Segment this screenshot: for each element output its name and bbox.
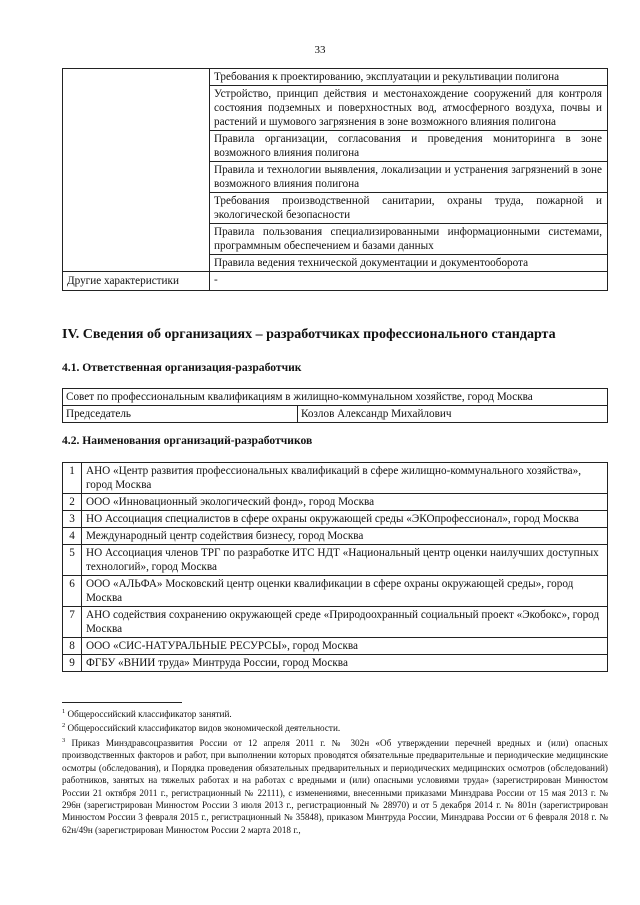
developers-heading: 4.2. Наименования организаций-разработчиков (62, 434, 313, 447)
table-cell: Правила ведения технической документации и документооборота (210, 255, 608, 272)
page-number: 33 (314, 44, 326, 56)
table-row (63, 463, 608, 494)
footnote-mark: 1 (62, 708, 66, 715)
footnote-text: Приказ Минздравсоцразвития России от 12 апреля 2011 г. № 302н «Об утверждении перечней вредных и (или) опасных производственных факторов и работ, при выполнении которых проводятся обязательные предварительные и периодические медицинские осмотры (обследования), и Порядка проведения обязательных предварительных и периодических медицинских осмотров (обследований) работников, занятых на тяжелых работах и на работах с вредными и (или) опасными условиями труда» (зарегистрирован Минюстом России 21 октября 2011 г., регистрационный № 22111), с изменениями, внесенными приказами Минздрава России от 15 мая 2013 г. № 296н (зарегистрирован Минюстом России 3 июля 2013 г., регистрационный № 28970) и от 5 декабря 2014 г. № 801н (зарегистрирован Минюстом России 3 февраля 2015 г., регистрационный № 35848), приказом Минтруда России, Минздрава России от 6 февраля 2018 г. № 62н/49н (зарегистрирован Минюстом России 2 марта 2018 г., (62, 738, 608, 835)
row-number: 9 (63, 655, 82, 672)
footnotes (62, 706, 608, 836)
table-row (63, 655, 608, 672)
table-cell-empty (63, 69, 210, 272)
table-cell: Правила и технологии выявления, локализации и устранения загрязнений в зоне возможного влияния полигона (210, 162, 608, 193)
table-row (63, 272, 608, 291)
row-number: 1 (63, 463, 82, 494)
table-row (63, 69, 608, 86)
other-characteristics-value: - (210, 272, 608, 291)
row-number: 7 (63, 607, 82, 638)
developer-name: НО Ассоциация специалистов в сфере охраны окружающей среды «ЭКОпрофессионал», город Москва (82, 511, 608, 528)
responsible-org-name: Совет по профессиональным квалификациям в жилищно-коммунальном хозяйстве, город Москва (63, 389, 608, 406)
developer-name: НО Ассоциация членов ТРГ по разработке ИТС НДТ «Национальный центр оценки наилучших доступных технологий», город Москва (82, 545, 608, 576)
developer-name: ООО «АЛЬФА» Московский центр оценки квалификации в сфере охраны окружающей среды», город Москва (82, 576, 608, 607)
footnote-text: Общероссийский классификатор занятий. (65, 709, 232, 720)
section-title: IV. Сведения об организациях – разработчиках профессионального стандарта (62, 327, 556, 342)
footnote-text: Общероссийский классификатор видов экономической деятельности. (65, 723, 341, 734)
row-number: 8 (63, 638, 82, 655)
table-row (63, 494, 608, 511)
table-cell: Правила организации, согласования и проведения мониторинга в зоне возможного влияния полигона (210, 131, 608, 162)
responsible-org-heading: 4.1. Ответственная организация-разработчик (62, 361, 302, 374)
table-cell: Требования производственной санитарии, охраны труда, пожарной и экологической безопасности (210, 193, 608, 224)
table-row (63, 389, 608, 406)
developer-name: ООО «Инновационный экологический фонд», город Москва (82, 494, 608, 511)
row-number: 3 (63, 511, 82, 528)
table-cell: Устройство, принцип действия и местонахождение сооружений для контроля состояния подземных и поверхностных вод, атмосферного воздуха, почвы и растений и шумового загрязнения в зоне возможного влияния полигона (210, 86, 608, 131)
table-row (63, 638, 608, 655)
table-row (63, 545, 608, 576)
footnote-mark: 3 (62, 736, 66, 744)
developer-name: Международный центр содействия бизнесу, город Москва (82, 528, 608, 545)
footnote-divider (62, 702, 182, 703)
knowledge-table (62, 68, 608, 291)
row-number: 2 (63, 494, 82, 511)
table-row (63, 576, 608, 607)
footnote (62, 720, 608, 734)
row-number: 5 (63, 545, 82, 576)
developer-name: ФГБУ «ВНИИ труда» Минтруда России, город Москва (82, 655, 608, 672)
footnote (62, 735, 608, 836)
chair-label: Председатель (63, 406, 298, 423)
table-cell: Требования к проектированию, эксплуатации и рекультивации полигона (210, 69, 608, 86)
table-cell: Правила пользования специализированными информационными системами, программным обеспечением и базами данных (210, 224, 608, 255)
table-row (63, 607, 608, 638)
responsible-org-table (62, 388, 608, 423)
other-characteristics-label: Другие характеристики (63, 272, 210, 291)
row-number: 4 (63, 528, 82, 545)
developer-name: АНО «Центр развития профессиональных квалификаций в сфере жилищно-коммунального хозяйства», город Москва (82, 463, 608, 494)
footnote-mark: 2 (62, 722, 66, 730)
table-row (63, 511, 608, 528)
developers-table (62, 462, 608, 672)
developer-name: ООО «СИС-НАТУРАЛЬНЫЕ РЕСУРСЫ», город Москва (82, 638, 608, 655)
table-row (63, 406, 608, 423)
developer-name: АНО содействия сохранению окружающей среде «Природоохранный социальный проект «Экобокс», город Москва (82, 607, 608, 638)
table-row (63, 528, 608, 545)
row-number: 6 (63, 576, 82, 607)
chair-name: Козлов Александр Михайлович (298, 406, 608, 423)
footnote (62, 706, 608, 720)
